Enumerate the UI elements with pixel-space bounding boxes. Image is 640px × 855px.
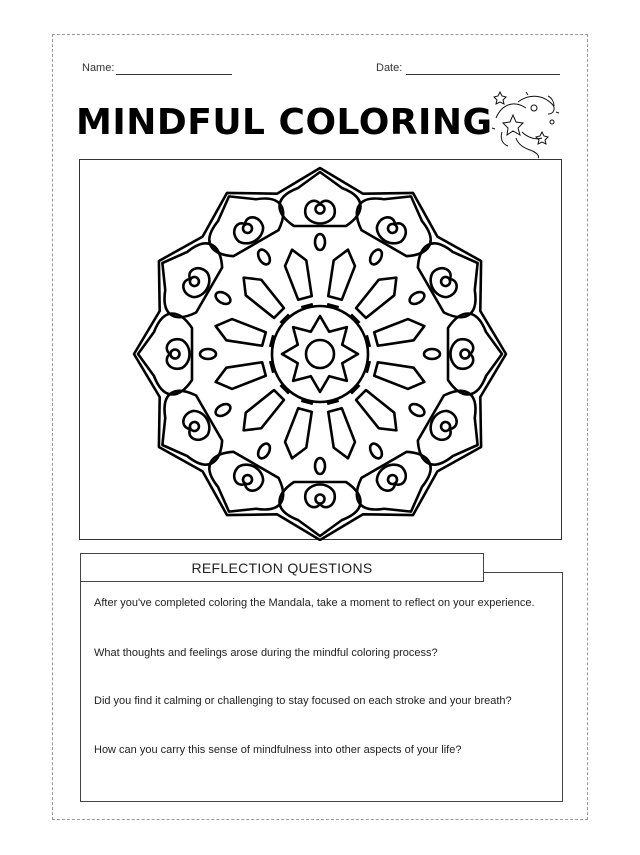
mandala-spoke [365, 356, 427, 392]
reflection-question-4: How can you carry this sense of mindfulness into other aspects of your life? [94, 744, 462, 756]
mandala-spoke [365, 315, 427, 351]
mandala-illustration[interactable] [80, 160, 563, 541]
date-field[interactable] [376, 62, 560, 75]
page-title: MINDFUL COLORING [76, 102, 493, 143]
date-label: Date: [376, 62, 403, 74]
reflection-question-1: After you've completed coloring the Mandala, take a moment to reflect on your experience. [94, 597, 535, 609]
name-line[interactable] [116, 62, 232, 75]
mandala-frame [79, 159, 562, 540]
name-field[interactable] [82, 62, 232, 75]
mandala-spoke [213, 356, 275, 392]
mandala-spoke [213, 315, 275, 351]
reflection-heading: REFLECTION QUESTIONS [80, 553, 484, 582]
mandala-spoke [348, 270, 405, 327]
date-line[interactable] [406, 62, 560, 75]
mandala-spoke [348, 382, 405, 439]
mandala-spoke [322, 247, 358, 309]
starry-doodle-icon [488, 88, 564, 160]
mandala-spoke [236, 382, 293, 439]
reflection-question-3: Did you find it calming or challenging to stay focused on each stroke and your breath? [94, 695, 512, 707]
mandala-spoke [236, 270, 293, 327]
mandala-spoke [281, 399, 317, 461]
name-label: Name: [82, 62, 115, 74]
mandala-spoke [281, 247, 317, 309]
reflection-question-2: What thoughts and feelings arose during the mindful coloring process? [94, 647, 438, 659]
mandala-spoke [322, 399, 358, 461]
